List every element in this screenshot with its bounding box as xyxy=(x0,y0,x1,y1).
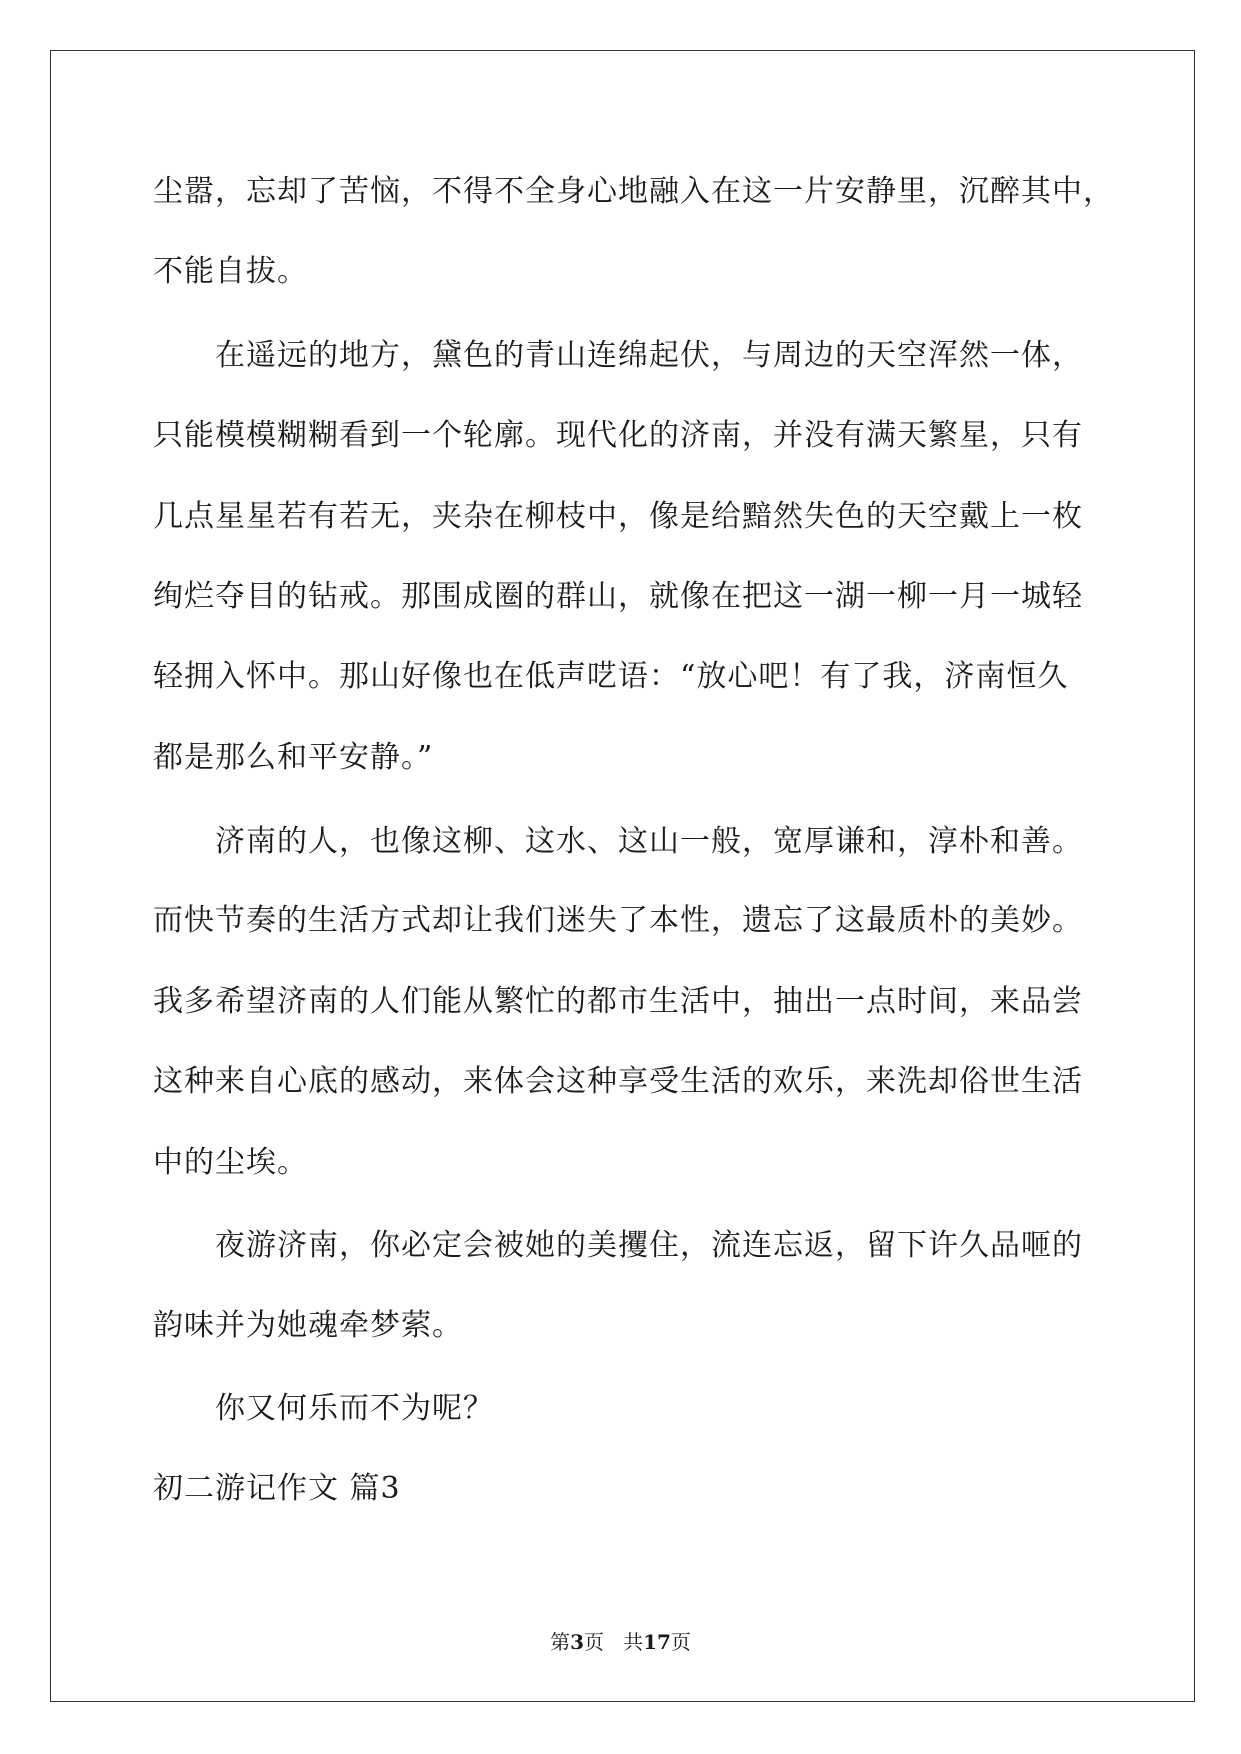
footer-prefix: 第 xyxy=(550,1630,571,1654)
text-line: 尘嚣，忘却了苦恼，不得不全身心地融入在这一片安静里，沉醉其中， xyxy=(153,174,1114,209)
text-line: 我多希望济南的人们能从繁忙的都市生活中，抽出一点时间，来品尝 xyxy=(153,984,1083,1019)
page-border xyxy=(50,50,1195,1702)
text-line: 轻拥入怀中。那山好像也在低声呓语：“放心吧！有了我，济南恒久 xyxy=(153,659,1069,694)
text-line: 而快节奏的生活方式却让我们迷失了本性，遗忘了这最质朴的美妙。 xyxy=(153,903,1083,938)
text-line: 韵味并为她魂牵梦萦。 xyxy=(153,1308,463,1343)
total-pages: 17 xyxy=(643,1630,671,1654)
text-line: 中的尘埃。 xyxy=(153,1145,308,1180)
footer-middle: 页 共 xyxy=(584,1630,644,1654)
text-line: 夜游济南，你必定会被她的美攫住，流连忘返，留下许久品咂的 xyxy=(215,1228,1083,1263)
text-line: 几点星星若有若无，夹杂在柳枝中，像是给黯然失色的天空戴上一枚 xyxy=(153,499,1083,534)
text-line: 只能模模糊糊看到一个轮廓。现代化的济南，并没有满天繁星，只有 xyxy=(153,418,1083,453)
text-line: 你又何乐而不为呢？ xyxy=(215,1391,494,1426)
section-heading: 初二游记作文 篇3 xyxy=(153,1471,401,1506)
text-line: 不能自拔。 xyxy=(153,254,308,289)
footer-suffix: 页 xyxy=(670,1630,691,1654)
text-line: 这种来自心底的感动，来体会这种享受生活的欢乐，来洗却俗世生活 xyxy=(153,1064,1083,1099)
text-line: 绚烂夺目的钻戒。那围成圈的群山，就像在把这一湖一柳一月一城轻 xyxy=(153,579,1083,614)
page-footer xyxy=(0,1630,1241,1654)
text-line: 都是那么和平安静。” xyxy=(153,740,434,775)
page-number: 3 xyxy=(570,1630,584,1654)
text-line: 在遥远的地方，黛色的青山连绵起伏，与周边的天空浑然一体， xyxy=(215,338,1083,373)
text-line: 济南的人，也像这柳、这水、这山一般，宽厚谦和，淳朴和善。 xyxy=(215,824,1083,859)
